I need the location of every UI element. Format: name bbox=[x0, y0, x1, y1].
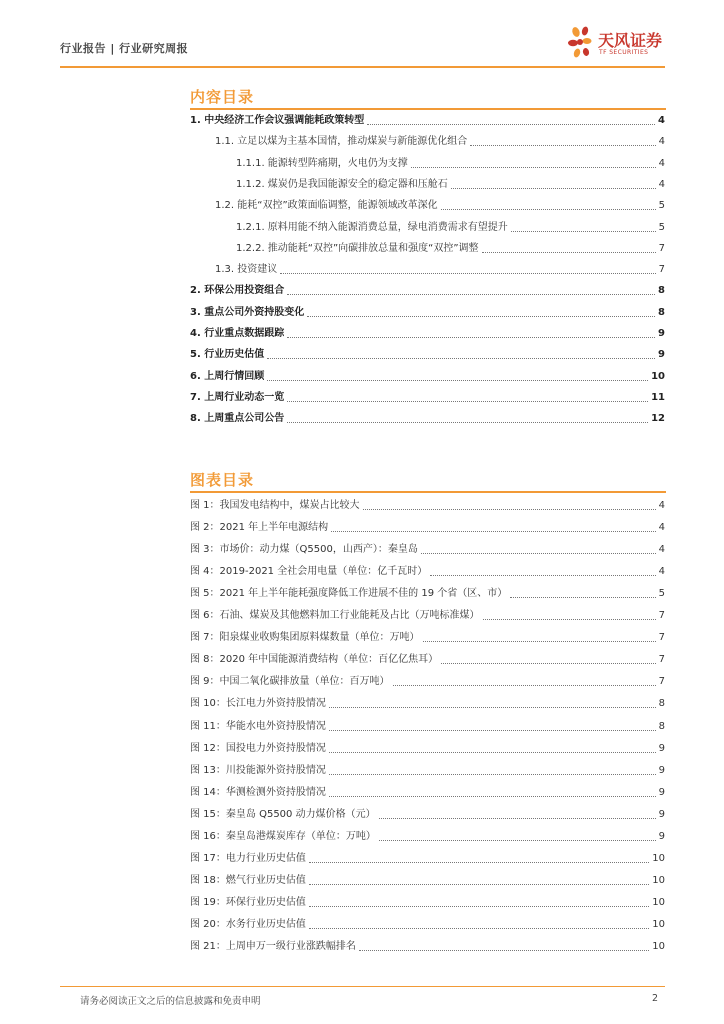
toc-entry-text: 1.1.1. 能源转型阵痛期，火电仍为支撑 bbox=[236, 157, 408, 169]
figure-entry[interactable] bbox=[190, 522, 665, 534]
figure-entry[interactable] bbox=[190, 809, 665, 821]
figure-leader-dots bbox=[379, 818, 656, 819]
toc-leader-dots bbox=[287, 422, 648, 423]
figure-entry-text: 图 9：中国二氧化碳排放量（单位：百万吨） bbox=[190, 676, 390, 688]
figure-entry-page: 7 bbox=[658, 654, 665, 666]
figure-entry-text: 图 20：水务行业历史估值 bbox=[190, 918, 306, 930]
figure-leader-dots bbox=[423, 641, 656, 642]
figure-entry-text: 图 16：秦皇岛港煤炭库存（单位：万吨） bbox=[190, 830, 376, 842]
toc-leader-dots bbox=[267, 358, 655, 359]
toc-entry-text: 4. 行业重点数据跟踪 bbox=[190, 328, 285, 339]
figure-leader-dots bbox=[329, 707, 656, 708]
toc-entry[interactable] bbox=[190, 392, 665, 404]
figure-entry-page: 8 bbox=[658, 720, 665, 732]
toc-entry-text: 5. 行业历史估值 bbox=[190, 349, 265, 361]
toc-entry-page: 8 bbox=[658, 306, 665, 318]
figure-entry[interactable] bbox=[190, 765, 665, 777]
toc-entry[interactable] bbox=[190, 285, 665, 297]
figures-title: 图表目录 bbox=[190, 471, 255, 489]
toc-entry[interactable] bbox=[215, 136, 665, 148]
figure-entry-page: 9 bbox=[658, 764, 665, 776]
toc-entry-text: 3. 重点公司外资持股变化 bbox=[190, 306, 305, 318]
figure-entry[interactable] bbox=[190, 610, 665, 622]
toc-entry-text: 1.2.2. 推动能耗“双控”向碳排放总量和强度“双控”调整 bbox=[236, 242, 479, 254]
figure-entry-page: 7 bbox=[658, 676, 665, 688]
toc-title-underline bbox=[190, 108, 666, 110]
toc-entry[interactable] bbox=[190, 371, 665, 383]
figure-entry-text: 图 3：市场价：动力煤（Q5500，山西产）：秦皇岛 bbox=[190, 544, 418, 556]
figure-entry-text: 图 11：华能水电外资持股情况 bbox=[190, 720, 326, 732]
toc-entry[interactable] bbox=[190, 328, 665, 340]
toc-entry-text: 1.2. 能耗“双控”政策面临调整，能源领域改革深化 bbox=[215, 200, 438, 212]
figure-entry-text: 图 2：2021 年上半年电源结构 bbox=[190, 522, 329, 534]
figure-entry-page: 9 bbox=[658, 830, 665, 842]
figure-leader-dots bbox=[309, 906, 649, 907]
figures-title-underline bbox=[190, 491, 666, 493]
toc-entry-page: 9 bbox=[658, 328, 665, 339]
figure-entry-text: 图 21：上周申万一级行业涨跌幅排名 bbox=[190, 941, 356, 952]
brand-name: 天风证券 bbox=[598, 31, 663, 50]
figure-entry-text: 图 13：川投能源外资持股情况 bbox=[190, 764, 326, 776]
figure-entry-text: 图 19：环保行业历史估值 bbox=[190, 896, 306, 908]
figure-entry[interactable] bbox=[190, 831, 665, 843]
page-number: 2 bbox=[652, 993, 659, 1004]
toc-entry-page: 4 bbox=[658, 157, 665, 169]
figure-entry[interactable] bbox=[190, 698, 665, 710]
toc-entry-page: 4 bbox=[658, 178, 665, 190]
figure-leader-dots bbox=[309, 862, 649, 863]
figure-leader-dots bbox=[393, 685, 656, 686]
figure-entry-page: 10 bbox=[652, 918, 665, 930]
toc-entry[interactable] bbox=[236, 222, 665, 234]
figure-leader-dots bbox=[441, 663, 655, 664]
report-category: 行业报告 | 行业研究周报 bbox=[60, 42, 189, 55]
figure-entry-page: 10 bbox=[652, 941, 665, 952]
toc-entry-text: 1.3. 投资建议 bbox=[215, 264, 278, 276]
figure-entry[interactable] bbox=[190, 743, 665, 755]
toc-entry-page: 12 bbox=[651, 413, 665, 425]
figure-leader-dots bbox=[430, 575, 655, 576]
toc-entry-page: 7 bbox=[658, 264, 665, 276]
figure-leader-dots bbox=[421, 553, 656, 554]
figure-leader-dots bbox=[483, 619, 656, 620]
figure-entry-page: 8 bbox=[658, 698, 665, 710]
figure-entry-text: 图 18：燃气行业历史估值 bbox=[190, 874, 306, 886]
toc-leader-dots bbox=[267, 380, 648, 381]
figure-leader-dots bbox=[329, 752, 656, 753]
figure-entry[interactable] bbox=[190, 941, 665, 953]
toc-entry[interactable] bbox=[190, 349, 665, 361]
figure-leader-dots bbox=[331, 531, 655, 532]
footer-disclaimer: 请务必阅读正文之后的信息披露和免责申明 bbox=[80, 996, 261, 1007]
figure-leader-dots bbox=[329, 730, 656, 731]
figure-leader-dots bbox=[329, 774, 656, 775]
toc-leader-dots bbox=[451, 188, 656, 189]
toc-entry[interactable] bbox=[236, 243, 665, 255]
figure-entry[interactable] bbox=[190, 500, 665, 512]
figure-leader-dots bbox=[309, 884, 649, 885]
toc-entry-text: 1.2.1. 原料用能不纳入能源消费总量，绿电消费需求有望提升 bbox=[236, 221, 508, 233]
toc-entry-text: 1.1.2. 煤炭仍是我国能源安全的稳定器和压舱石 bbox=[236, 178, 448, 190]
figure-leader-dots bbox=[309, 928, 649, 929]
figure-entry[interactable] bbox=[190, 588, 665, 600]
toc-entry-page: 7 bbox=[658, 242, 665, 254]
toc-leader-dots bbox=[280, 273, 655, 274]
figure-entry[interactable] bbox=[190, 654, 665, 666]
toc-entry-page: 4 bbox=[658, 136, 665, 148]
toc-entry-page: 9 bbox=[658, 349, 665, 361]
figure-entry[interactable] bbox=[190, 897, 665, 909]
toc-leader-dots bbox=[367, 124, 655, 125]
figure-entry-text: 图 17：电力行业历史估值 bbox=[190, 852, 306, 864]
toc-leader-dots bbox=[511, 231, 656, 232]
toc-entry[interactable] bbox=[215, 264, 665, 276]
figure-entry[interactable] bbox=[190, 787, 665, 799]
figure-entry[interactable] bbox=[190, 721, 665, 733]
toc-entry[interactable] bbox=[215, 200, 665, 212]
toc-entry-page: 11 bbox=[651, 391, 665, 403]
toc-entry[interactable] bbox=[190, 115, 665, 127]
toc-entry[interactable] bbox=[236, 179, 665, 191]
toc-leader-dots bbox=[287, 337, 655, 338]
figure-entry-text: 图 5：2021 年上半年能耗强度降低工作进展不佳的 19 个省（区、市） bbox=[190, 588, 508, 600]
figure-entry-text: 图 1：我国发电结构中，煤炭占比较大 bbox=[190, 500, 360, 511]
toc-leader-dots bbox=[307, 316, 655, 317]
figure-leader-dots bbox=[359, 950, 649, 951]
figure-entry-page: 9 bbox=[658, 742, 665, 754]
toc-title: 内容目录 bbox=[190, 88, 255, 106]
figure-entry-page: 7 bbox=[658, 610, 665, 622]
figure-entry-text: 图 10：长江电力外资持股情况 bbox=[190, 698, 326, 710]
figure-entry-page: 10 bbox=[652, 896, 665, 908]
figure-entry-page: 5 bbox=[658, 588, 665, 600]
figure-entry-page: 4 bbox=[658, 544, 665, 556]
figure-entry[interactable] bbox=[190, 632, 665, 644]
toc-leader-dots bbox=[470, 145, 655, 146]
figure-entry-text: 图 15：秦皇岛 Q5500 动力煤价格（元） bbox=[190, 808, 376, 820]
toc-entry-page: 4 bbox=[658, 115, 665, 126]
figure-leader-dots bbox=[363, 509, 656, 510]
header-divider bbox=[60, 66, 665, 68]
brand-subtitle: TF SECURITIES bbox=[599, 49, 649, 56]
figure-entry-page: 4 bbox=[658, 566, 665, 578]
figure-entry-page: 10 bbox=[652, 874, 665, 886]
figure-entry-page: 4 bbox=[658, 500, 665, 511]
toc-leader-dots bbox=[411, 167, 656, 168]
figure-entry[interactable] bbox=[190, 566, 665, 578]
figure-leader-dots bbox=[510, 597, 655, 598]
figure-entry-page: 10 bbox=[652, 852, 665, 864]
toc-leader-dots bbox=[482, 252, 656, 253]
toc-entry-page: 5 bbox=[658, 200, 665, 212]
toc-entry-page: 8 bbox=[658, 285, 665, 297]
figure-entry-page: 9 bbox=[658, 786, 665, 798]
figure-entry[interactable] bbox=[190, 853, 665, 865]
figure-entry[interactable] bbox=[190, 875, 665, 887]
figure-leader-dots bbox=[329, 796, 656, 797]
toc-entry-text: 1.1. 立足以煤为主基本国情，推动煤炭与新能源优化组合 bbox=[215, 136, 468, 148]
toc-entry-text: 7. 上周行业动态一览 bbox=[190, 391, 285, 403]
figure-leader-dots bbox=[379, 840, 656, 841]
toc-entry-text: 2. 环保公用投资组合 bbox=[190, 285, 285, 297]
figure-entry-text: 图 6：石油、煤炭及其他燃料加工行业能耗及占比（万吨标准煤） bbox=[190, 610, 480, 622]
figure-entry-text: 图 7：阳泉煤业收购集团原料煤数量（单位：万吨） bbox=[190, 632, 420, 644]
toc-entry-text: 1. 中央经济工作会议强调能耗政策转型 bbox=[190, 115, 365, 126]
toc-leader-dots bbox=[287, 294, 655, 295]
figure-entry[interactable] bbox=[190, 676, 665, 688]
toc-leader-dots bbox=[287, 401, 648, 402]
figure-entry-text: 图 12：国投电力外资持股情况 bbox=[190, 742, 326, 754]
figure-entry[interactable] bbox=[190, 544, 665, 556]
figure-entry[interactable] bbox=[190, 919, 665, 931]
toc-entry-text: 6. 上周行情回顾 bbox=[190, 370, 265, 382]
footer-divider bbox=[60, 986, 665, 987]
toc-entry-page: 10 bbox=[651, 370, 665, 382]
brand-logo bbox=[568, 26, 672, 66]
toc-entry-text: 8. 上周重点公司公告 bbox=[190, 413, 285, 425]
figure-entry-text: 图 14：华测检测外资持股情况 bbox=[190, 786, 326, 798]
figure-entry-page: 9 bbox=[658, 808, 665, 820]
toc-entry[interactable] bbox=[190, 307, 665, 319]
figure-entry-text: 图 4：2019-2021 全社会用电量（单位：亿千瓦时） bbox=[190, 566, 428, 578]
brand-flower-icon bbox=[568, 26, 596, 62]
toc-entry-page: 5 bbox=[658, 221, 665, 233]
figure-entry-page: 4 bbox=[658, 522, 665, 534]
toc-leader-dots bbox=[441, 209, 656, 210]
toc-entry[interactable] bbox=[190, 413, 665, 425]
toc-entry[interactable] bbox=[236, 158, 665, 170]
figure-entry-text: 图 8：2020 年中国能源消费结构（单位：百亿亿焦耳） bbox=[190, 654, 439, 666]
figure-entry-page: 7 bbox=[658, 632, 665, 644]
